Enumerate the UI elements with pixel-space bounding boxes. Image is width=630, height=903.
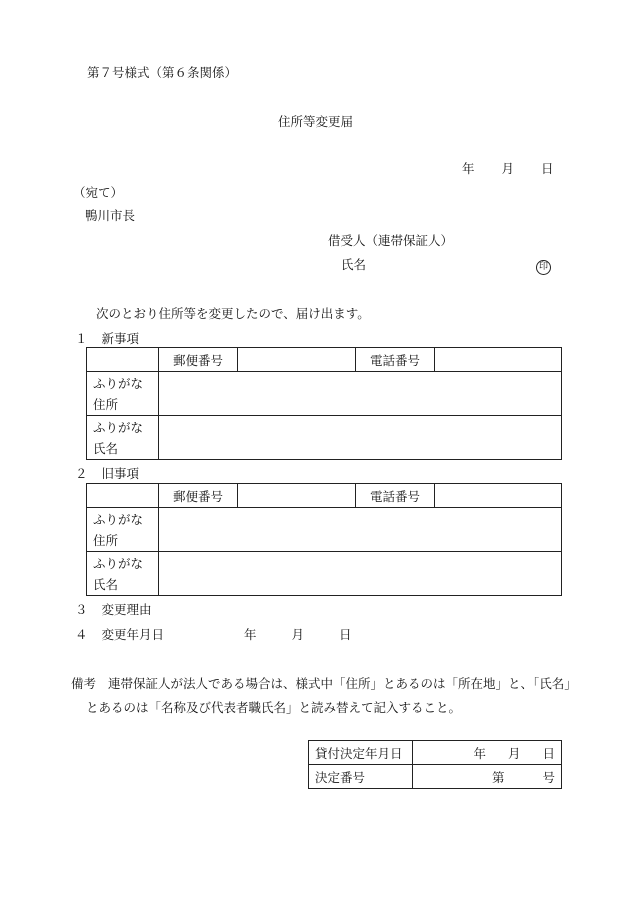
old-address-field[interactable] bbox=[159, 508, 562, 552]
date-month-label: 月 bbox=[501, 161, 515, 176]
new-phone-field[interactable] bbox=[435, 348, 562, 372]
section-date-title: 変更年月日 bbox=[101, 627, 165, 642]
old-blank-cell bbox=[87, 484, 159, 508]
new-postal-label: 郵便番号 bbox=[159, 348, 238, 372]
new-address-label: 住所 bbox=[93, 396, 119, 412]
section-new-number: １ bbox=[75, 331, 88, 346]
change-date bbox=[244, 627, 352, 643]
form-number: 第７号様式（第６条関係） bbox=[87, 65, 238, 80]
section-date-number: ４ bbox=[75, 627, 88, 642]
section-reason-number: ３ bbox=[75, 602, 88, 617]
old-info-table bbox=[86, 483, 562, 596]
form-title: 住所等変更届 bbox=[278, 114, 354, 129]
change-year-label: 年 bbox=[244, 627, 257, 642]
new-name-label-cell bbox=[87, 416, 159, 460]
decision-number-suffix: 号 bbox=[542, 769, 555, 785]
old-postal-field[interactable] bbox=[238, 484, 356, 508]
new-name-label: 氏名 bbox=[93, 440, 119, 456]
new-postal-field[interactable] bbox=[238, 348, 356, 372]
old-phone-label: 電話番号 bbox=[356, 484, 435, 508]
decision-year-label: 年 bbox=[473, 745, 486, 761]
new-address-furigana: ふりがな bbox=[93, 375, 144, 391]
new-phone-label: 電話番号 bbox=[356, 348, 435, 372]
remarks-text-1: 連帯保証人が法人である場合は、様式中「住所」とあるのは「所在地」と、「氏名」 bbox=[108, 676, 577, 691]
date-year-label: 年 bbox=[462, 161, 475, 176]
new-address-field[interactable] bbox=[159, 372, 562, 416]
old-name-furigana: ふりがな bbox=[93, 555, 144, 571]
new-name-furigana: ふりがな bbox=[93, 419, 144, 435]
decision-number-field[interactable] bbox=[413, 765, 562, 789]
applicant-name-label: 氏名 bbox=[341, 257, 367, 272]
old-phone-field[interactable] bbox=[435, 484, 562, 508]
decision-date-label: 貸付決定年月日 bbox=[309, 741, 413, 765]
old-name-label: 氏名 bbox=[93, 576, 119, 592]
decision-month-label: 月 bbox=[507, 745, 521, 761]
decision-number-label: 決定番号 bbox=[309, 765, 413, 789]
submission-date bbox=[462, 161, 554, 177]
intro-text: 次のとおり住所等を変更したので、届け出ます。 bbox=[96, 306, 370, 321]
change-day-label: 日 bbox=[339, 627, 352, 642]
old-name-label-cell bbox=[87, 552, 159, 596]
remarks-line-1 bbox=[71, 676, 577, 692]
decision-day-label: 日 bbox=[542, 745, 555, 761]
seal-mark bbox=[536, 257, 551, 275]
section-old-heading bbox=[75, 466, 139, 482]
applicant-role: 借受人（連帯保証人） bbox=[328, 233, 454, 248]
decision-table bbox=[308, 740, 562, 789]
new-name-field[interactable] bbox=[159, 416, 562, 460]
section-old-number: ２ bbox=[75, 466, 88, 481]
old-address-furigana: ふりがな bbox=[93, 511, 144, 527]
seal-icon: 印 bbox=[536, 260, 551, 275]
new-address-label-cell bbox=[87, 372, 159, 416]
section-old-title: 旧事項 bbox=[101, 466, 140, 481]
date-day-label: 日 bbox=[541, 161, 554, 176]
section-new-heading bbox=[75, 331, 139, 347]
old-name-field[interactable] bbox=[159, 552, 562, 596]
change-month-label: 月 bbox=[291, 627, 305, 642]
section-reason-heading bbox=[75, 602, 152, 618]
section-date-heading bbox=[75, 627, 164, 643]
old-address-label-cell bbox=[87, 508, 159, 552]
decision-number-prefix: 第 bbox=[491, 769, 505, 785]
remarks-label: 備考 bbox=[71, 676, 97, 691]
new-info-table bbox=[86, 347, 562, 460]
remarks-text-2: とあるのは「名称及び代表者職氏名」と読み替えて記入すること。 bbox=[86, 700, 462, 715]
addressee: 鴨川市長 bbox=[85, 208, 136, 223]
section-reason-title: 変更理由 bbox=[101, 602, 152, 617]
old-address-label: 住所 bbox=[93, 532, 119, 548]
new-blank-cell bbox=[87, 348, 159, 372]
old-postal-label: 郵便番号 bbox=[159, 484, 238, 508]
decision-date-field[interactable] bbox=[413, 741, 562, 765]
section-new-title: 新事項 bbox=[101, 331, 140, 346]
addressee-prefix: （宛て） bbox=[73, 185, 124, 200]
